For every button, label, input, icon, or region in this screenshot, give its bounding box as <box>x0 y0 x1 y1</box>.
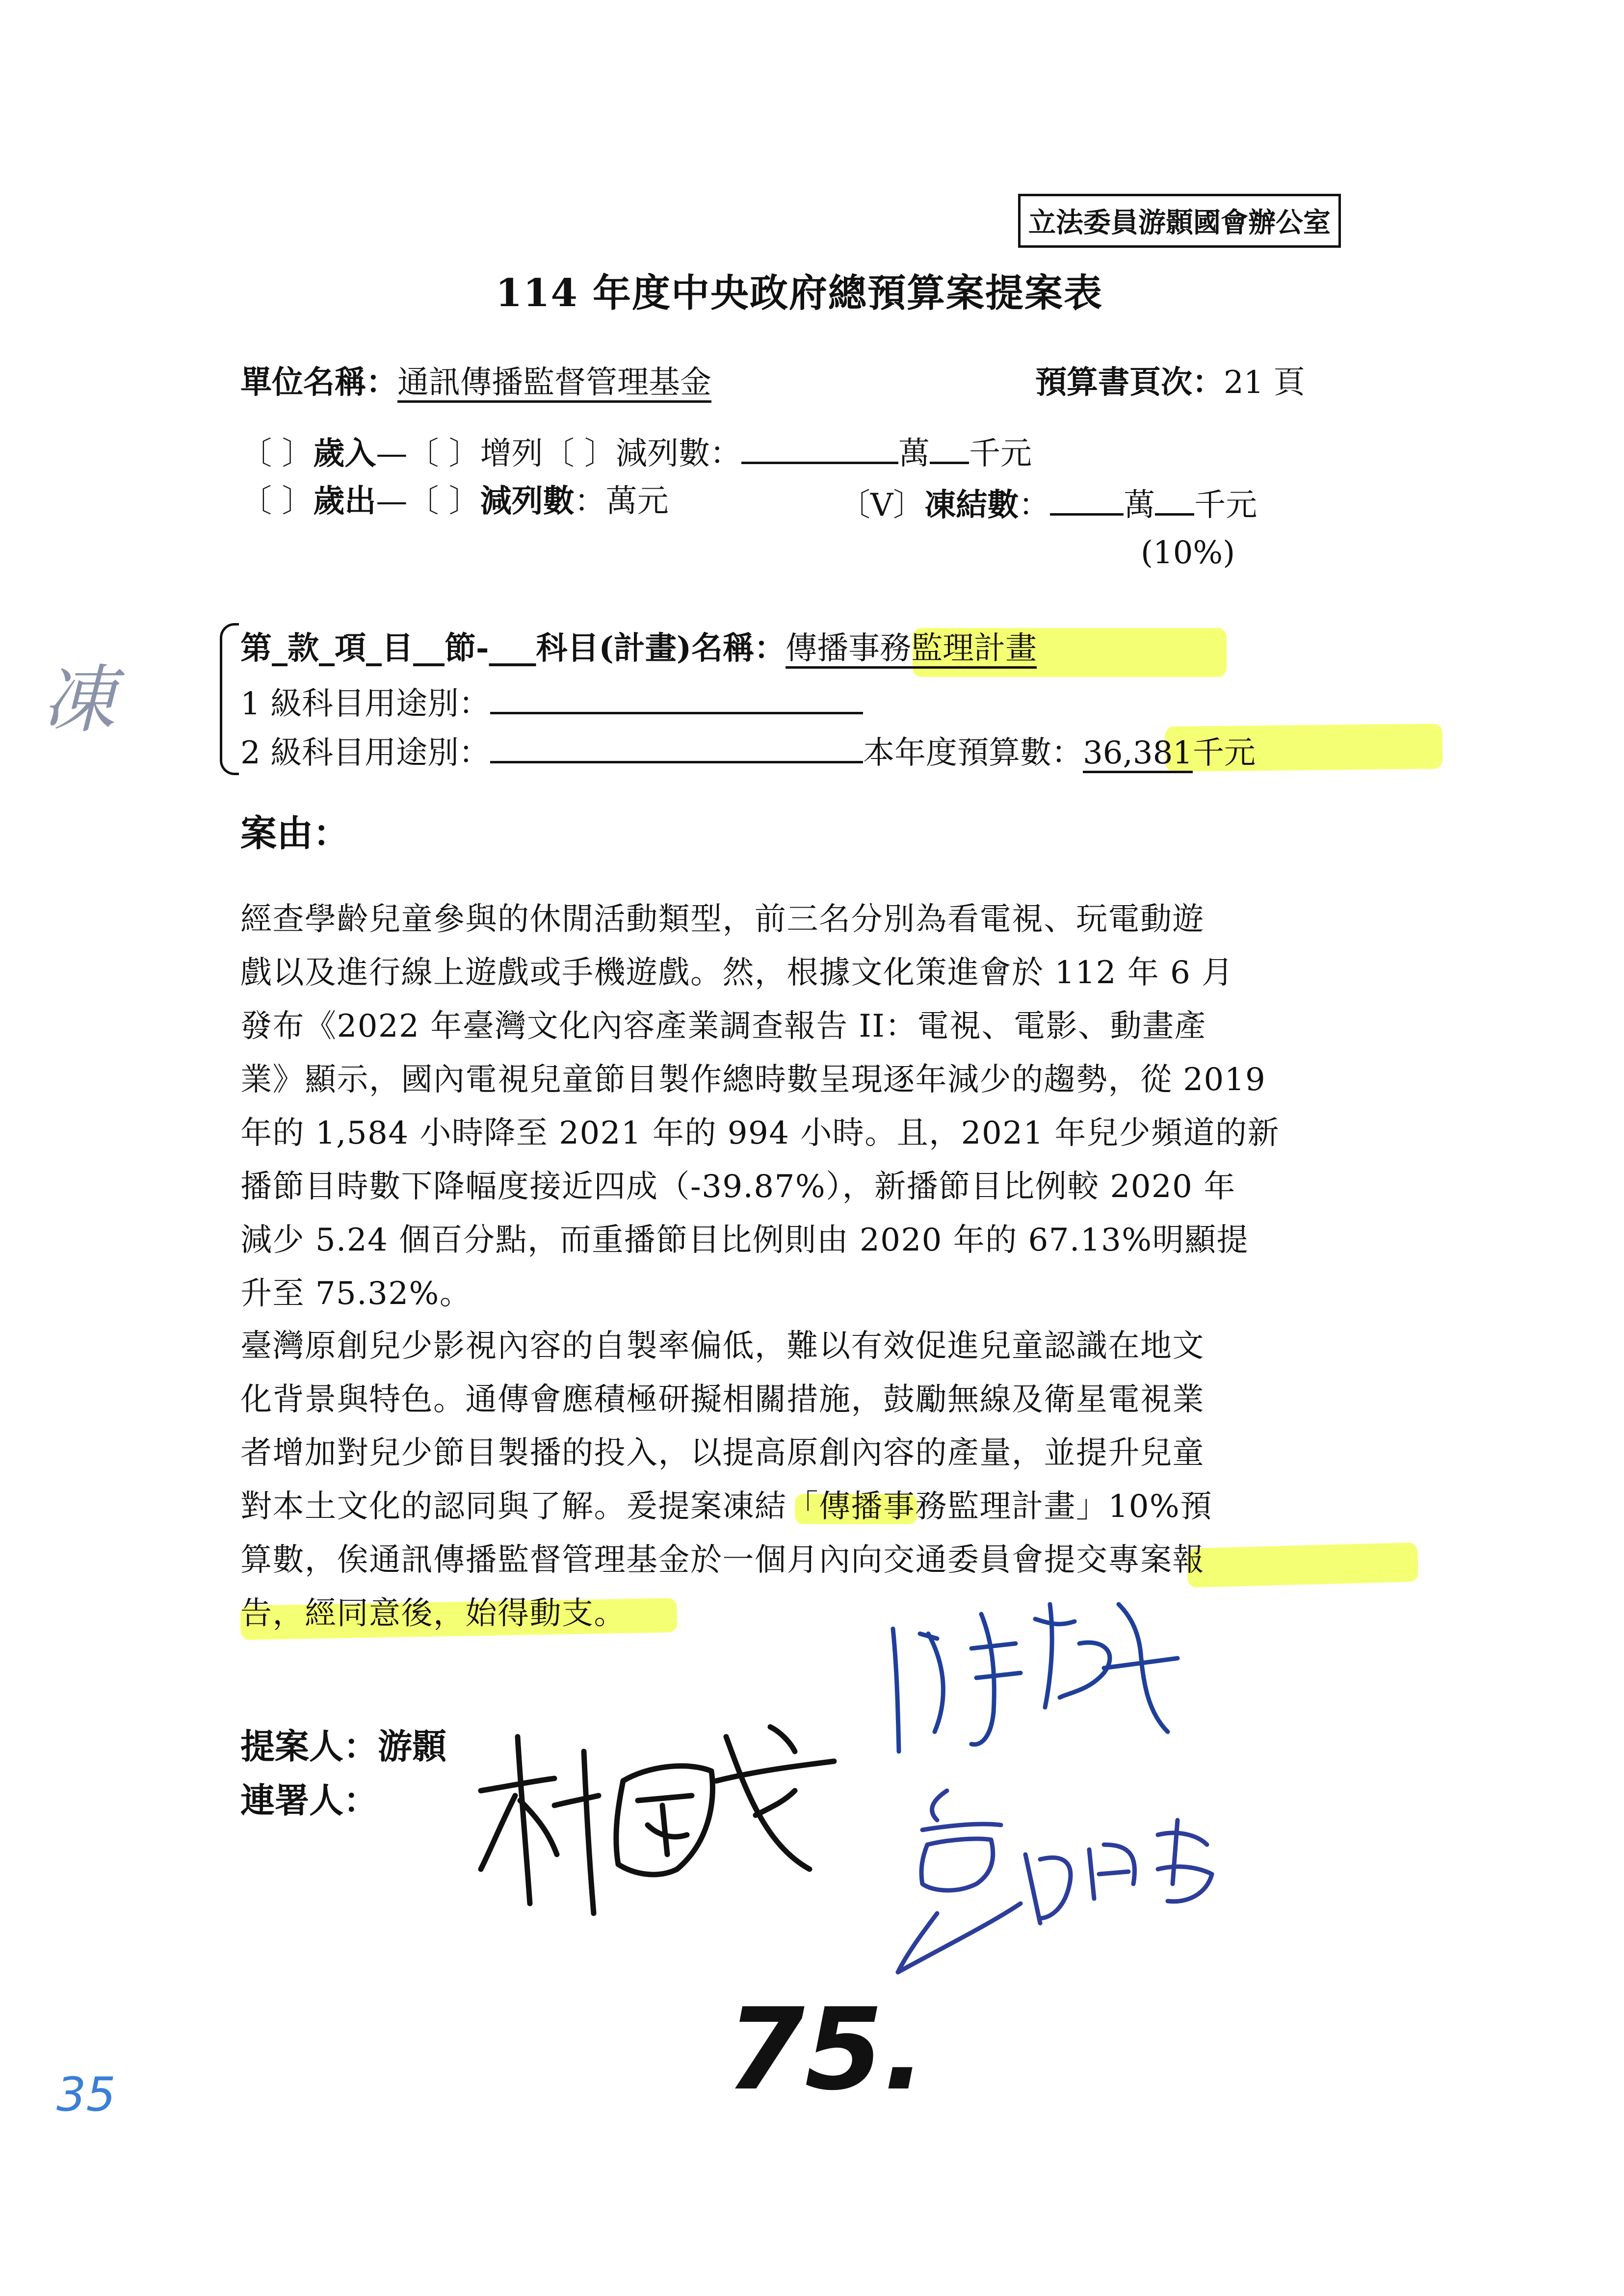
reason-p1-line: 業》顯示，國內電視兒童節目製作總時數呈現逐年減少的趨勢，從 2019 <box>240 1062 1266 1098</box>
page-title: 114 年度中央政府總預算案提案表 <box>496 271 1103 315</box>
proposer-label: 提案人： <box>240 1726 378 1767</box>
reason-p1-line: 年的 1,584 小時降至 2021 年的 994 小時。且，2021 年兒少頻道的新 <box>240 1115 1280 1151</box>
budget-label: 本年度預算數： <box>863 735 1083 771</box>
level2-label: 2 級科目用途別： <box>240 735 491 771</box>
reason-p1-line: 播節目時數下降幅度接近四成（-39.87%），新播節目比例較 2020 年 <box>240 1169 1236 1205</box>
budget-page-row <box>1035 364 1305 401</box>
handwritten-number: 75. <box>726 1984 926 2115</box>
reason-p2-line: 者增加對兒少節目製播的投入，以提高原創內容的產量，並提升兒童 <box>240 1435 1205 1471</box>
expenditure-label: 歲出 <box>313 483 376 520</box>
proposer-name: 游顥 <box>378 1726 446 1767</box>
budget-page-label: 預算書頁次： <box>1035 364 1224 401</box>
level1-label: 1 級科目用途別： <box>240 686 491 722</box>
cosigner-label: 連署人： <box>240 1780 378 1821</box>
item-line-2 <box>240 684 863 720</box>
signature-lin-guo-cheng <box>471 1707 854 1928</box>
reason-p2-line: 對本土文化的認同與了解。爰提案凍結「傳播事務監理計畫」10%預 <box>240 1488 1212 1525</box>
reason-paragraph-1 <box>240 893 1393 1321</box>
margin-freeze-mark: 凍 <box>42 657 116 743</box>
proposer-row <box>240 1726 446 1767</box>
page-number: 35 <box>56 2068 116 2122</box>
reason-p1-line: 經查學齡兒童參與的休閒活動類型，前三名分別為看電視、玩電動遊 <box>240 901 1205 938</box>
unit-name: 通訊傳播監督管理基金 <box>397 367 711 403</box>
freeze-percent: (10%) <box>1141 535 1235 571</box>
signature-lu-ming-zhe <box>893 1776 1236 1987</box>
expenditure-checkbox: 〔 〕 <box>240 483 314 520</box>
expenditure-cut-checkbox: —〔 〕 <box>376 483 480 520</box>
revenue-wan-blank <box>741 434 898 464</box>
item-line-3 <box>240 733 1256 773</box>
expenditure-cut-unit: ：萬元 <box>574 483 669 520</box>
level2-blank <box>490 733 863 763</box>
reason-p1-line: 發布《2022 年臺灣文化內容產業調查報告 II：電視、電影、動畫產 <box>240 1008 1207 1044</box>
revenue-row <box>240 434 1032 470</box>
reason-p2-line: 算數，俟通訊傳播監督管理基金於一個月內向交通委員會提交專案報 <box>240 1542 1205 1578</box>
freeze-qian-blank <box>1155 486 1194 516</box>
freeze-colon: ： <box>1019 487 1050 523</box>
freeze-row <box>839 486 1257 521</box>
plan-name: 傳播事務監理計畫 <box>786 633 1037 669</box>
revenue-qian-blank <box>930 434 969 464</box>
budget-page-value: 21 頁 <box>1224 365 1305 401</box>
office-label: 立法委員游顥國會辦公室 <box>1018 194 1341 248</box>
revenue-options: —〔 〕增列〔 〕減列數： <box>376 436 742 472</box>
reason-p1-line: 升至 75.32%。 <box>240 1276 472 1312</box>
level1-blank <box>490 684 863 714</box>
revenue-checkbox: 〔 〕 <box>240 436 314 472</box>
freeze-checkbox: 〔V〕 <box>839 487 925 523</box>
budget-value: 36,381 <box>1083 737 1193 773</box>
reason-heading: 案由： <box>240 812 349 855</box>
freeze-wan-blank <box>1050 486 1124 516</box>
reason-paragraph-2 <box>240 1320 1393 1641</box>
expenditure-cut-label: 減列數 <box>480 483 575 520</box>
revenue-qian: 千元 <box>969 436 1032 472</box>
reason-p2-line: 臺灣原創兒少影視內容的自製率偏低，難以有效促進兒童認識在地文 <box>240 1328 1205 1364</box>
item-brace <box>220 623 239 775</box>
reason-p1-line: 減少 5.24 個百分點，而重播節目比例則由 2020 年的 67.13%明顯提 <box>240 1222 1249 1258</box>
reason-p1-line: 戲以及進行線上遊戲或手機遊戲。然，根據文化策進會於 112 年 6 月 <box>240 955 1234 991</box>
revenue-label: 歲入 <box>313 435 376 472</box>
revenue-wan: 萬 <box>898 436 930 472</box>
reason-p2-line: 化背景與特色。通傳會應積極研擬相關措施，鼓勵無線及衛星電視業 <box>240 1382 1205 1418</box>
unit-row <box>240 364 711 403</box>
freeze-qian: 千元 <box>1194 487 1257 523</box>
item-line-1 <box>240 630 1037 669</box>
freeze-label: 凍結數 <box>924 487 1019 523</box>
reason-p2-line: 告，經同意後，始得動支。 <box>240 1595 626 1632</box>
item-subject-label: 第_款_項_目__節-___科目(計畫)名稱： <box>240 630 786 667</box>
freeze-wan: 萬 <box>1124 487 1155 523</box>
expenditure-row <box>240 483 669 520</box>
unit-label: 單位名稱： <box>240 364 397 401</box>
budget-unit: 千元 <box>1193 735 1256 771</box>
signature-you-hao <box>873 1585 1207 1771</box>
